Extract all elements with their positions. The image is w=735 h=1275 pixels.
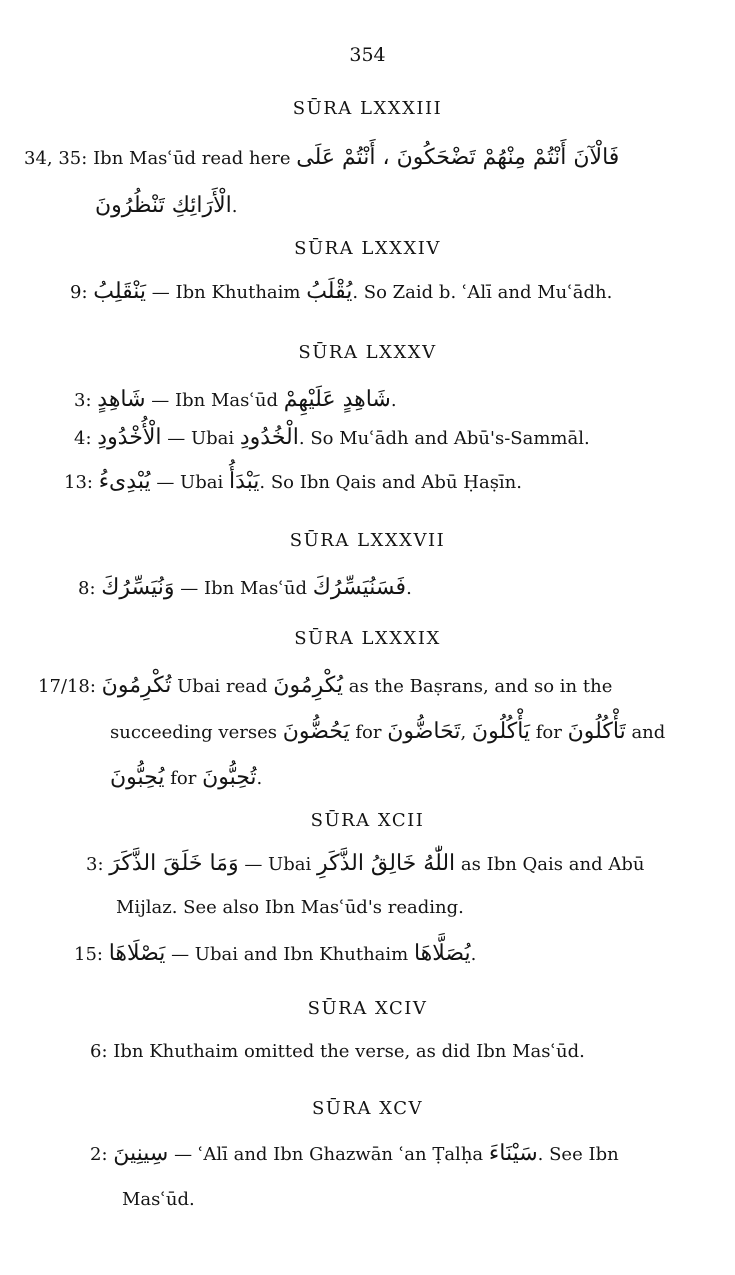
entry-text: . So Ibn Qais and Abū Ḥaṣīn. — [259, 472, 523, 493]
sura-heading: SŪRA LXXXVII — [289, 530, 446, 551]
arabic-text: تَحَاضُّونَ — [387, 719, 461, 744]
entry-line — [74, 416, 590, 461]
arabic-text: وَنُيَسِّرُكَ — [101, 575, 175, 600]
entry-text: Mijlaz. See also Ibn Masʿūd's reading. — [116, 897, 464, 918]
verse-ref: 3: — [86, 854, 104, 875]
entry-text: — Ubai — [156, 472, 224, 493]
entry-text: , — [460, 722, 467, 743]
arabic-text: يُحِبُّونَ — [110, 765, 165, 790]
entry-text: . — [231, 196, 238, 217]
entry-text: for — [170, 768, 197, 789]
entry-text: . So Zaid b. ʿAlī and Muʿādh. — [352, 282, 613, 303]
entry-text: — Ibn Masʿūd — [151, 390, 279, 411]
arabic-text: يُصَلَّاهَا — [413, 941, 471, 966]
arabic-text: الْأُخْدُودِ — [97, 425, 162, 450]
verse-ref: 2: — [90, 1144, 108, 1165]
entry-text: — Ubai and Ibn Khuthaim — [171, 944, 409, 965]
arabic-text: الْخُدُودِ — [239, 425, 299, 450]
entry-line — [110, 756, 262, 801]
verse-ref: 15: — [74, 944, 103, 965]
entry-text: . — [470, 944, 477, 965]
arabic-text: شَاهِدٍ — [97, 387, 146, 412]
arabic-text: يَحُضُّونَ — [282, 719, 350, 744]
arabic-text: سِينِينَ — [113, 1141, 169, 1166]
arabic-text: اللّٰهُ خَالِقُ الذَّكَرِ — [316, 851, 456, 876]
arabic-text: وَمَا خَلَقَ الذَّكَرَ — [109, 851, 239, 876]
entry-text: — ʿAlī and Ibn Ghazwān ʿan Ṭalḥa — [174, 1144, 484, 1165]
sura-heading: SŪRA XCV — [311, 1098, 424, 1119]
verse-ref: 9: — [70, 282, 88, 303]
entry-line — [90, 1132, 619, 1177]
arabic-text: يَنْقَلِبُ — [93, 279, 147, 304]
sura-heading: SŪRA LXXXIII — [292, 98, 443, 119]
entry-text: and — [631, 722, 666, 743]
entry-line — [116, 886, 464, 930]
entry-text: as the Baṣrans, and so in the — [348, 676, 613, 697]
arabic-text: يَبْدَأُ — [228, 469, 260, 494]
arabic-text: تُكْرِمُونَ — [101, 673, 172, 698]
entry-line — [38, 664, 612, 709]
verse-ref: 13: — [64, 472, 93, 493]
entry-text: Ibn Masʿūd read here — [93, 148, 291, 169]
entry-text: Masʿūd. — [122, 1189, 195, 1210]
arabic-text: تُحِبُّونَ — [202, 765, 257, 790]
entry-text: . So Muʿādh and Abū's-Sammāl. — [298, 428, 590, 449]
arabic-text: سَيْنَاءَ — [488, 1141, 538, 1166]
arabic-text: الْأَرَائِكِ تَنْظُرُونَ — [95, 193, 232, 218]
entry-text: — Ubai — [167, 428, 235, 449]
sura-heading: SŪRA XCII — [310, 810, 425, 831]
entry-text: . — [406, 578, 412, 599]
entry-text: . — [256, 768, 263, 789]
verse-ref: 8: — [78, 578, 96, 599]
entry-text: Ibn Khuthaim omitted the verse, as did Ibn Masʿūd. — [113, 1041, 585, 1062]
entry-line — [74, 932, 476, 977]
entry-text: as Ibn Qais and Abū — [460, 854, 645, 875]
entry-line — [24, 136, 619, 181]
sura-heading: SŪRA LXXXIV — [294, 238, 441, 259]
entry-line — [64, 460, 522, 505]
sura-heading: SŪRA LXXXIX — [294, 628, 441, 649]
arabic-text: شَاهِدٍ عَلَيْهِمْ — [283, 387, 391, 412]
entry-text: — Ibn Khuthaim — [151, 282, 301, 303]
entry-text: for — [535, 722, 562, 743]
entry-text: . See Ibn — [537, 1144, 619, 1165]
entry-line — [78, 566, 412, 611]
arabic-text: فَالْآنَ أَنْتُمْ مِنْهُمْ تَضْحَكُونَ ، أَنْتُمْ عَلَى — [296, 145, 620, 170]
entry-text: for — [355, 722, 382, 743]
sura-heading: SŪRA XCIV — [307, 998, 428, 1019]
arabic-text: يَصْلَاهَا — [108, 941, 166, 966]
entry-text: succeeding verses — [110, 722, 277, 743]
arabic-text: تَأْكُلُونَ — [567, 719, 626, 744]
entry-text: . — [390, 390, 397, 411]
entry-line — [70, 270, 612, 315]
verse-ref: 17/18: — [38, 676, 96, 697]
entry-line — [122, 1178, 195, 1222]
verse-ref: 3: — [74, 390, 92, 411]
verse-ref: 34, 35: — [24, 148, 88, 169]
entry-line — [90, 1030, 585, 1074]
arabic-text: يُقْلَبُ — [306, 279, 353, 304]
entry-line — [86, 842, 644, 887]
arabic-text: فَسَنُيَسِّرُكَ — [312, 575, 407, 600]
verse-ref: 6: — [90, 1041, 108, 1062]
verse-ref: 4: — [74, 428, 92, 449]
arabic-text: يُبْدِىءُ — [98, 469, 151, 494]
arabic-text: يَأْكُلُونَ — [471, 719, 531, 744]
sura-heading: SŪRA LXXXV — [298, 342, 437, 363]
entry-text: — Ubai — [244, 854, 312, 875]
arabic-text: يُكْرِمُونَ — [273, 673, 343, 698]
entry-text: Ubai read — [177, 676, 268, 697]
entry-text: — Ibn Masʿūd — [180, 578, 308, 599]
entry-line — [110, 710, 665, 755]
page-number: 354 — [349, 44, 386, 66]
entry-line — [95, 184, 238, 229]
